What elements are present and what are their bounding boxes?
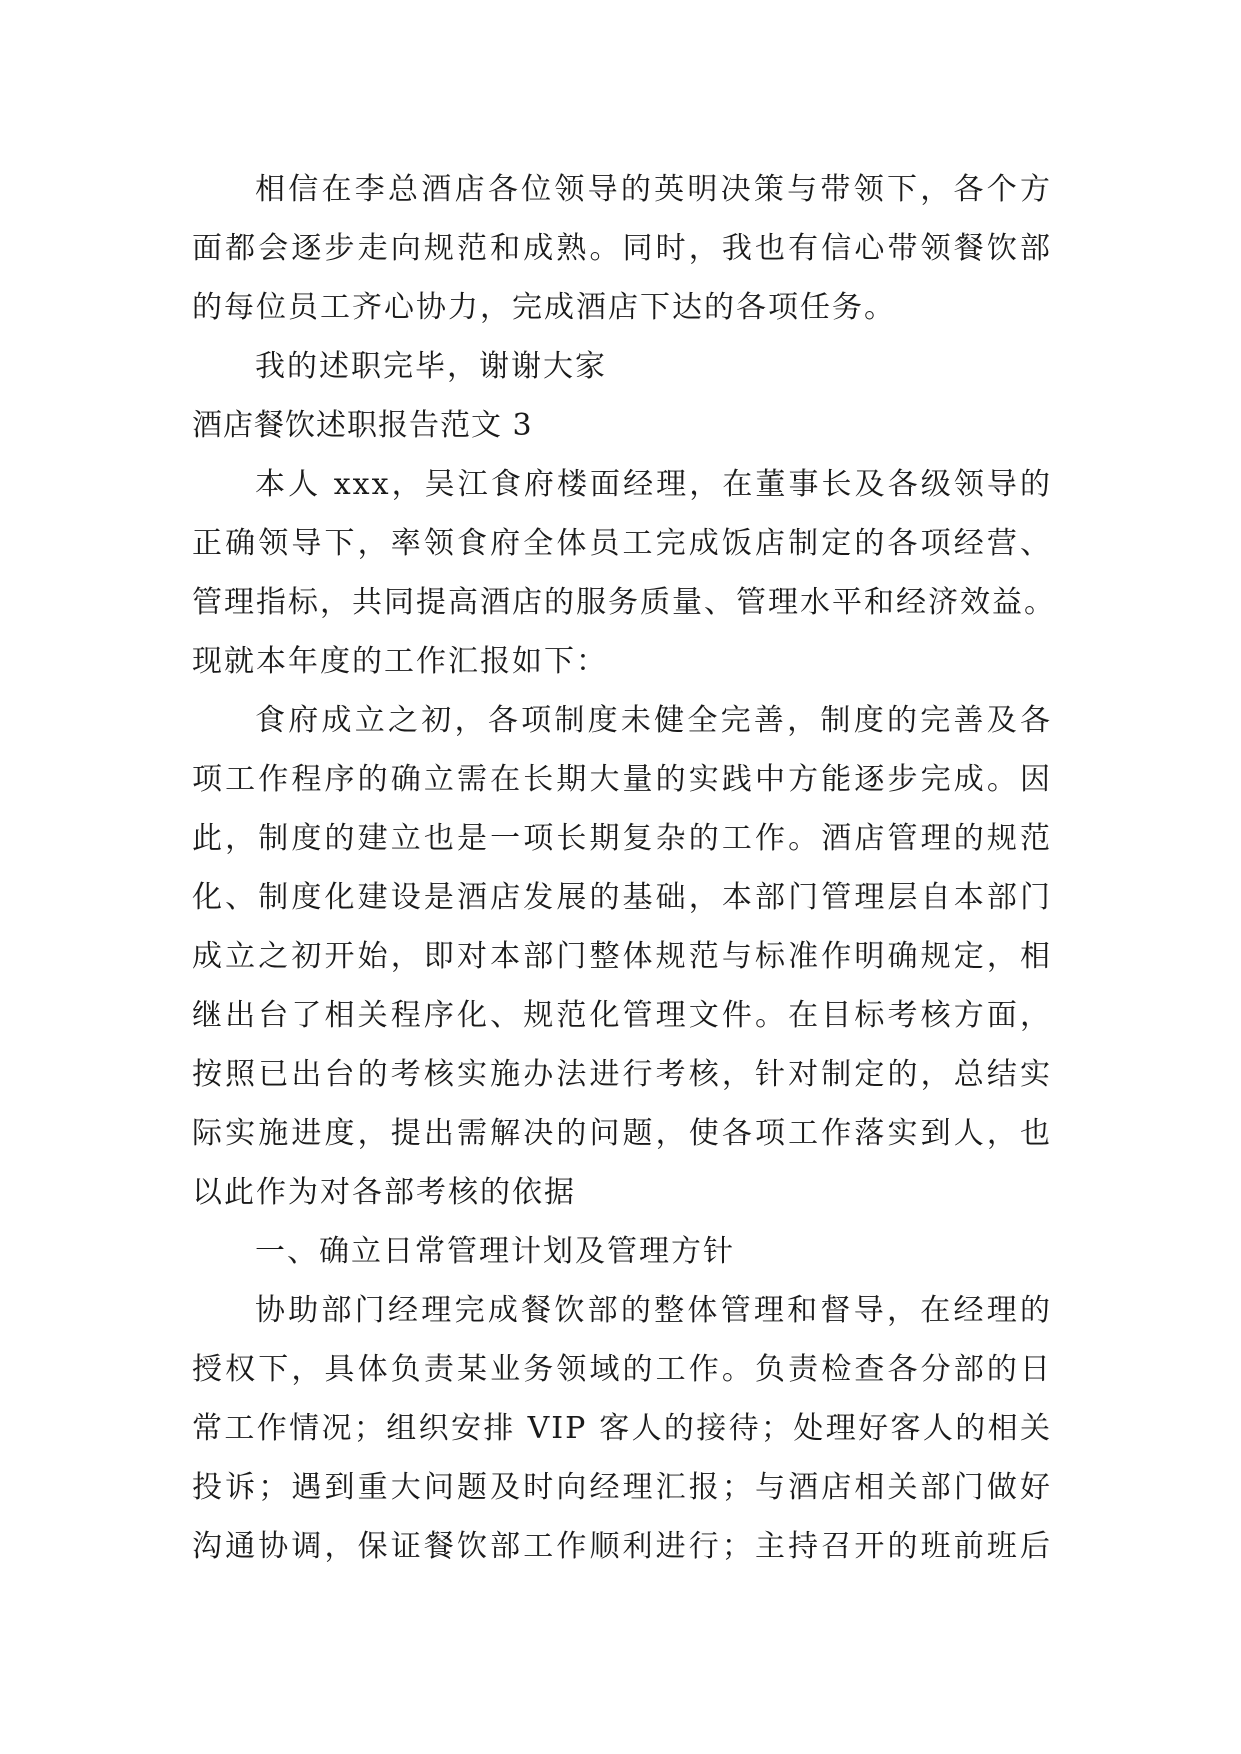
paragraph-line: 面都会逐步走向规范和成熟。同时，我也有信心带领餐饮部 — [192, 231, 1052, 266]
paragraph-line: 授权下，具体负责某业务领域的工作。负责检查各分部的日 — [192, 1352, 1052, 1387]
paragraph-line: 的每位员工齐心协力，完成酒店下达的各项任务。 — [192, 290, 896, 325]
paragraph-line: 本人 xxx，吴江食府楼面经理，在董事长及各级领导的 — [255, 467, 1052, 502]
paragraph-line: 以此作为对各部考核的依据 — [192, 1175, 576, 1210]
paragraph-line: 成立之初开始，即对本部门整体规范与标准作明确规定，相 — [192, 939, 1052, 974]
paragraph-line: 继出台了相关程序化、规范化管理文件。在目标考核方面， — [192, 998, 1052, 1033]
paragraph-line: 食府成立之初，各项制度未健全完善，制度的完善及各 — [255, 703, 1052, 738]
paragraph-line: 相信在李总酒店各位领导的英明决策与带领下，各个方 — [255, 172, 1052, 207]
paragraph-line: 沟通协调，保证餐饮部工作顺利进行；主持召开的班前班后 — [192, 1529, 1052, 1564]
paragraph-line: 我的述职完毕，谢谢大家 — [255, 349, 607, 384]
paragraph-line: 正确领导下，率领食府全体员工完成饭店制定的各项经营、 — [192, 526, 1052, 561]
section-title: 酒店餐饮述职报告范文 3 — [192, 408, 533, 443]
paragraph-line: 协助部门经理完成餐饮部的整体管理和督导，在经理的 — [255, 1293, 1052, 1328]
paragraph-line: 际实施进度，提出需解决的问题，使各项工作落实到人，也 — [192, 1116, 1052, 1151]
paragraph-line: 项工作程序的确立需在长期大量的实践中方能逐步完成。因 — [192, 762, 1052, 797]
paragraph-line: 管理指标，共同提高酒店的服务质量、管理水平和经济效益。 — [192, 585, 1056, 620]
paragraph-line: 此，制度的建立也是一项长期复杂的工作。酒店管理的规范 — [192, 821, 1052, 856]
paragraph-line: 常工作情况；组织安排 VIP 客人的接待；处理好客人的相关 — [192, 1411, 1052, 1446]
subsection-heading: 一、确立日常管理计划及管理方针 — [255, 1234, 735, 1269]
paragraph-line: 按照已出台的考核实施办法进行考核，针对制定的，总结实 — [192, 1057, 1052, 1092]
document-page — [192, 160, 1056, 1576]
paragraph-line: 投诉；遇到重大问题及时向经理汇报；与酒店相关部门做好 — [192, 1470, 1052, 1505]
paragraph-line: 化、制度化建设是酒店发展的基础，本部门管理层自本部门 — [192, 880, 1052, 915]
paragraph-line: 现就本年度的工作汇报如下： — [192, 644, 608, 679]
